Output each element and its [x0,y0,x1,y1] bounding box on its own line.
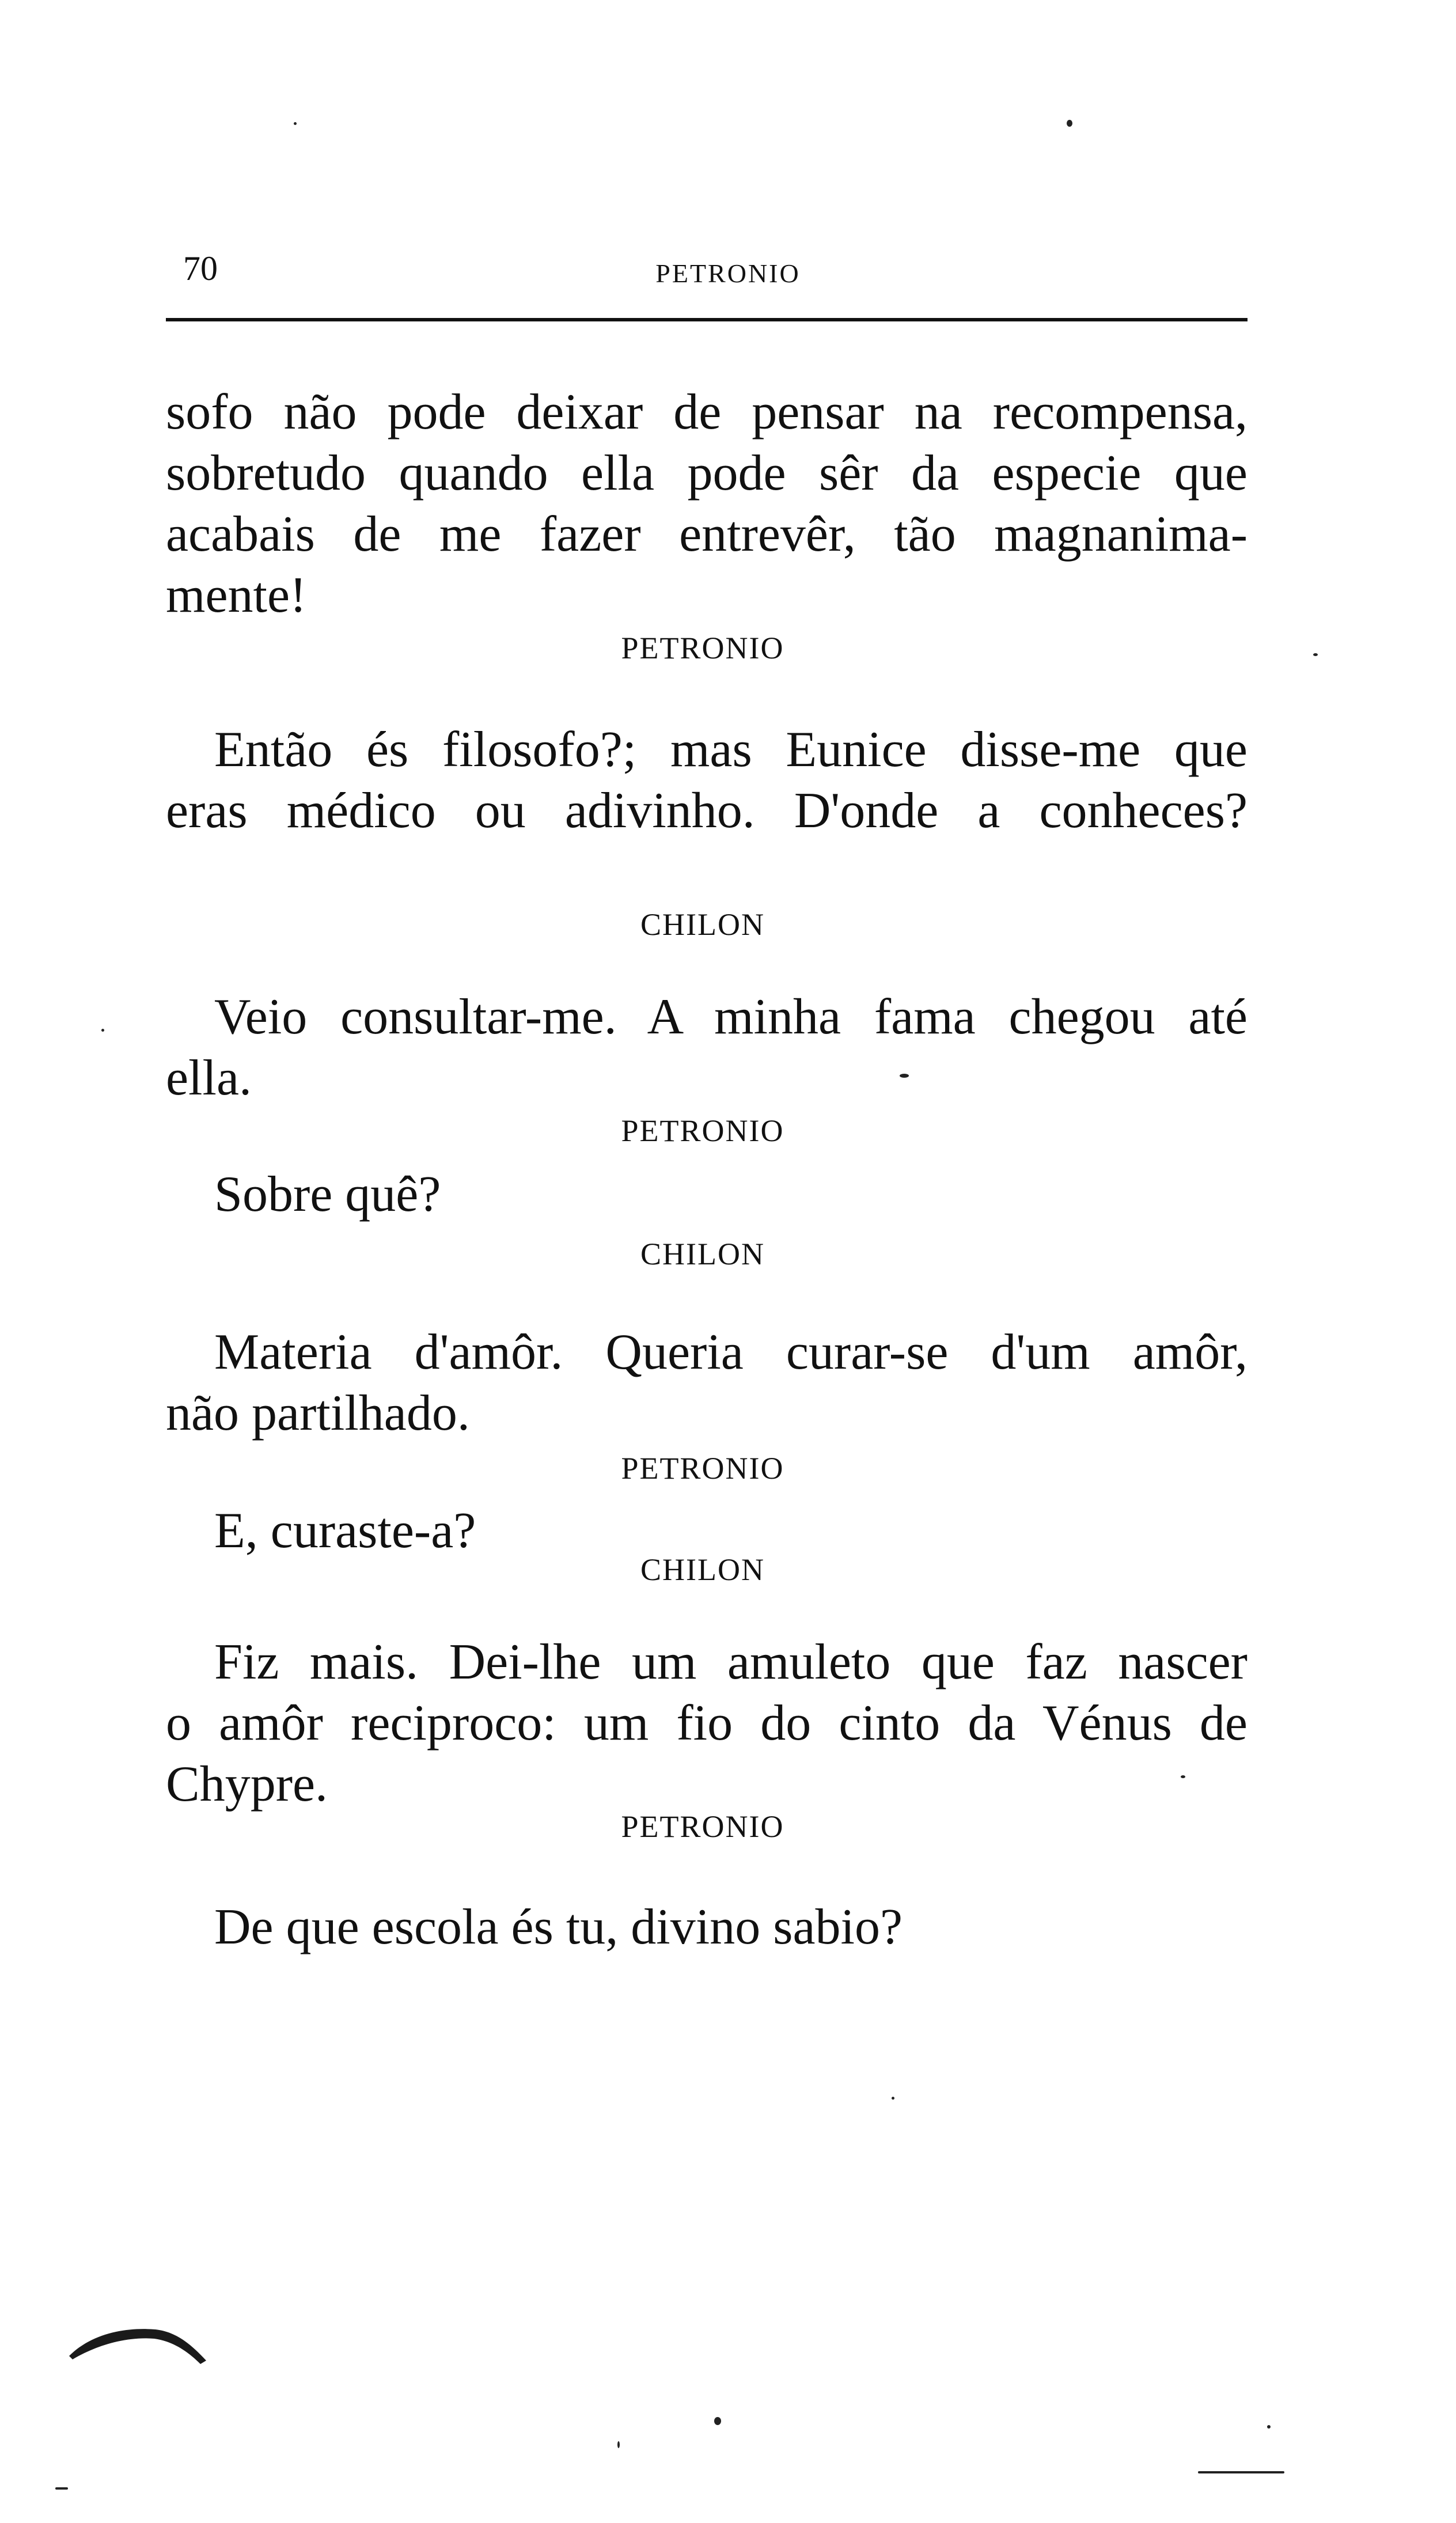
speaker-label: PETRONIO [621,1451,784,1486]
scan-speck [617,2441,620,2448]
speaker-label: CHILON [640,907,765,942]
scan-speck [294,122,297,125]
scan-speck [1181,1775,1185,1778]
page-number: 70 [183,249,218,287]
text-line: acabais de me fazer entrevêr, tão magnanima- [166,506,1248,562]
scan-speck [900,1074,909,1078]
speaker-label: CHILON [640,1552,765,1587]
scan-speck [1198,2471,1284,2473]
text-line: o amôr reciproco: um fio do cinto da Vénus de [166,1695,1248,1751]
text-line: ella. [166,1050,252,1106]
text-line: mente! [166,567,307,623]
scan-speck [892,2097,894,2100]
scan-speck [1313,653,1318,656]
text-line: Fiz mais. Dei-lhe um amuleto que faz nascer [214,1634,1248,1690]
text-line: E, curaste-a? [214,1503,476,1559]
text-line: eras médico ou adivinho. D'onde a conheces? [166,783,1248,839]
scan-speck [1067,120,1072,127]
speaker-label: PETRONIO [621,631,784,665]
text-line: sobretudo quando ella pode sêr da especie que [166,445,1248,501]
speaker-label: PETRONIO [621,1113,784,1148]
running-title: PETRONIO [655,259,801,288]
speaker-label: PETRONIO [621,1809,784,1844]
text-line: Veio consultar-me. A minha fama chegou até [214,989,1248,1045]
text-line: sofo não pode deixar de pensar na recompensa, [166,384,1248,440]
text-line: Sobre quê? [214,1166,441,1222]
text-line: De que escola és tu, divino sabio? [214,1899,903,1955]
speaker-label: CHILON [640,1237,765,1271]
scan-speck [55,2487,68,2490]
text-line: Chypre. [166,1756,328,1812]
text-line: Então és filosofo?; mas Eunice disse-me que [214,722,1248,778]
text-line: não partilhado. [166,1385,470,1441]
text-line: Materia d'amôr. Queria curar-se d'um amôr, [214,1324,1248,1380]
header-rule [166,318,1248,321]
scan-speck [1267,2425,1271,2429]
scan-speck [714,2417,721,2425]
scan-speck [101,1029,104,1032]
ink-smudge [58,2293,219,2373]
